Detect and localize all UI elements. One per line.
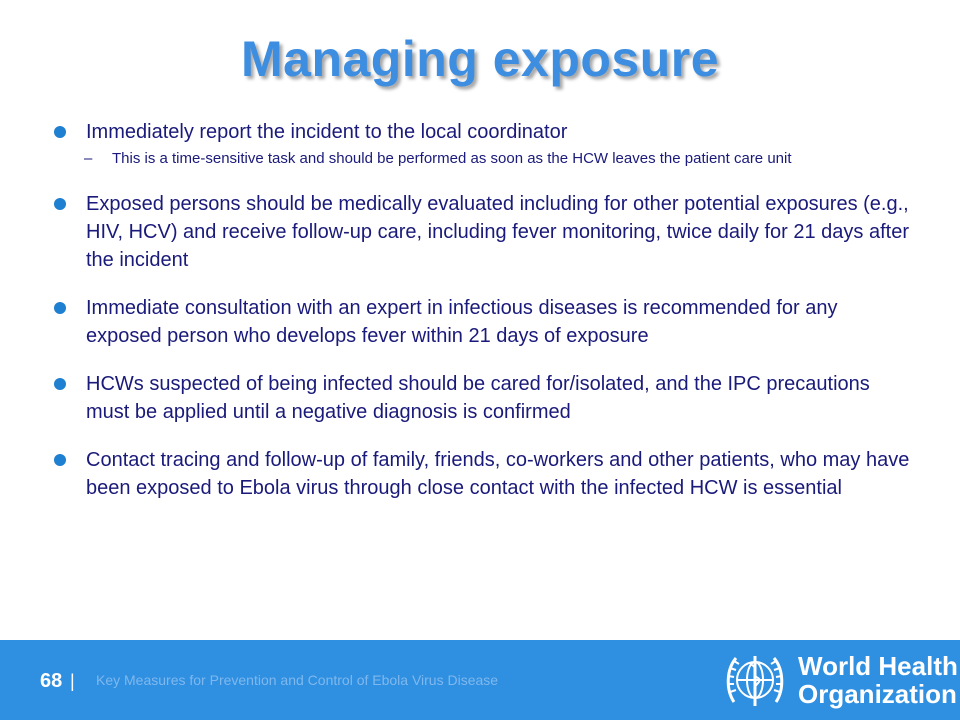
footer-bar bbox=[0, 640, 960, 720]
bullet-item-5 bbox=[52, 446, 912, 502]
sub-bullet-item bbox=[52, 148, 912, 170]
bullet-text: HCWs suspected of being infected should be cared for/isolated, and the IPC precautions must be applied until a negative diagnosis is confirmed bbox=[86, 373, 870, 423]
page-separator: | bbox=[70, 671, 75, 691]
bullet-item-4 bbox=[52, 370, 912, 426]
bullet-item-2 bbox=[52, 190, 912, 274]
dash-icon: – bbox=[84, 150, 93, 167]
who-emblem-icon bbox=[720, 646, 790, 714]
bullet-icon bbox=[54, 302, 66, 314]
who-name-line2: Organization bbox=[798, 679, 957, 709]
bullet-text: Exposed persons should be medically evaluated including for other potential exposures (e.g., HIV, HCV) and receive follow-up care, including fever monitoring, twice daily for 21 days after the incident bbox=[86, 193, 909, 271]
who-name-line1: World Health bbox=[798, 651, 958, 681]
bullet-text: Contact tracing and follow-up of family, friends, co-workers and other patients, who may have been exposed to Ebola virus through close contact with the infected HCW is essential bbox=[86, 449, 910, 499]
page-number: 68 bbox=[40, 670, 63, 692]
bullet-icon bbox=[54, 378, 66, 390]
sub-bullet-text: This is a time-sensitive task and should be performed as soon as the HCW leaves the patient care unit bbox=[112, 150, 792, 167]
bullet-list bbox=[52, 118, 912, 502]
bullet-item-1 bbox=[52, 118, 912, 146]
footer-caption: Key Measures for Prevention and Control of Ebola Virus Disease bbox=[96, 672, 499, 688]
bullet-text: Immediately report the incident to the local coordinator bbox=[86, 121, 568, 143]
bullet-item-3 bbox=[52, 294, 912, 350]
bullet-icon bbox=[54, 198, 66, 210]
slide-title: Managing exposure bbox=[240, 31, 720, 87]
who-wordmark bbox=[798, 652, 958, 708]
bullet-icon bbox=[54, 454, 66, 466]
bullet-icon bbox=[54, 126, 66, 138]
bullet-text: Immediate consultation with an expert in infectious diseases is recommended for any exposed person who develops fever within 21 days of exposure bbox=[86, 297, 838, 347]
